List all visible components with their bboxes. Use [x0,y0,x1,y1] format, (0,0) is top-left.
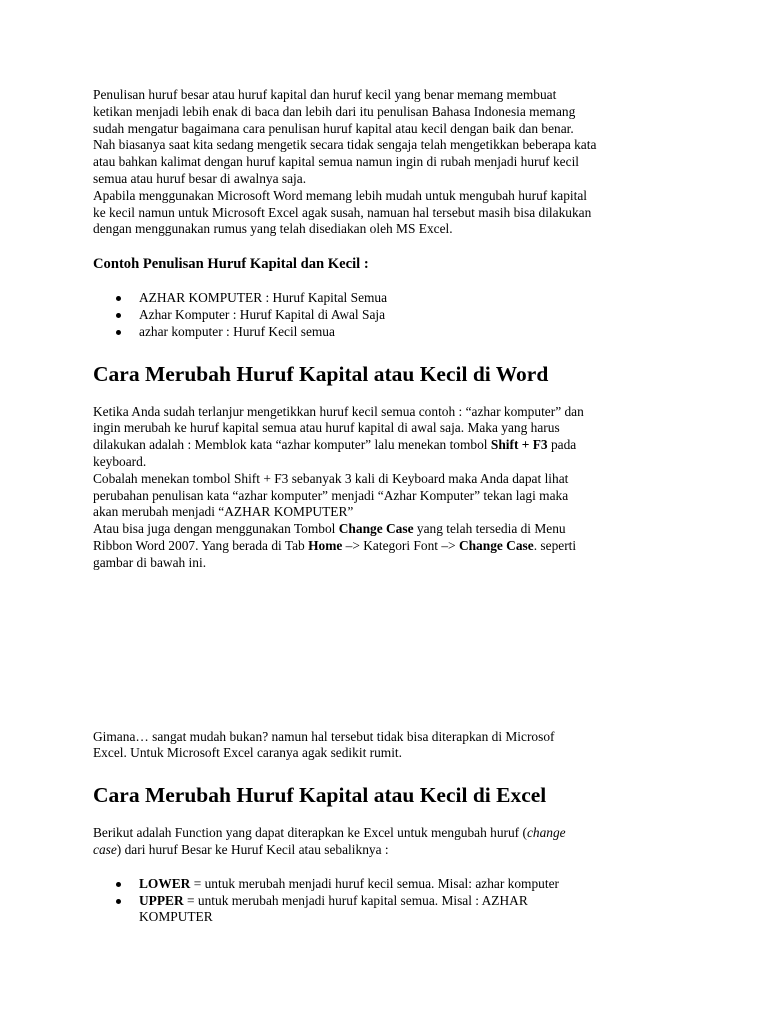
bullet-icon [116,313,121,318]
excel-functions-list [93,876,688,926]
function-description: KOMPUTER [139,909,213,925]
intro-line: semua atau huruf besar di awalnya saja. [93,170,307,186]
text-run: yang telah tersedia di Menu [413,521,566,537]
word-section-heading: Cara Merubah Huruf Kapital atau Kecil di Word [93,361,549,386]
italic-term: case [93,841,117,857]
excel-intro-paragraph [93,825,688,859]
text-run: pada [547,437,577,453]
text-line: keyboard. [93,453,147,469]
text-line [93,437,688,454]
text-run: . seperti [533,537,577,553]
figure-placeholder [93,572,688,729]
intro-line: Nah biasanya saat kita sedang mengetik secara tidak sengaja telah mengetikkan beberapa kata [93,137,597,153]
text-run: Atau bisa juga dengan menggunakan Tombol [93,521,339,537]
list-item: Azhar Komputer : Huruf Kapital di Awal Saja [93,307,688,324]
text-line: Ketika Anda sudah terlanjur mengetikkan huruf kecil semua contoh : “azhar komputer” dan [93,403,584,419]
text-line [93,842,688,859]
text-line: gambar di bawah ini. [93,554,207,570]
list-item [93,876,688,893]
text-run: Berikut adalah Function yang dapat diterapkan ke Excel untuk mengubah huruf ( [93,825,527,841]
excel-section-heading: Cara Merubah Huruf Kapital atau Kecil di Excel [93,783,547,808]
text-line [139,893,688,910]
bullet-icon [116,330,121,335]
bullet-icon [116,882,121,887]
list-item: AZHAR KOMPUTER : Huruf Kapital Semua [93,290,688,307]
text-line: Excel. Untuk Microsoft Excel caranya agak sedikit rumit. [93,745,402,761]
intro-line: atau bahkan kalimat dengan huruf kapital semua namun ingin di rubah menjadi huruf kecil [93,154,580,170]
text-line: Cobalah menekan tombol Shift + F3 sebanyak 3 kali di Keyboard maka Anda dapat lihat [93,470,569,486]
document-page [93,0,688,926]
word-paragraph-3 [93,521,688,571]
bold-term: Change Case [458,537,534,553]
function-name: LOWER [139,875,191,891]
text-line [93,521,688,538]
example-list [93,290,688,340]
text-run: dilakukan adalah : Memblok kata “azhar komputer” lalu menekan tombol [93,437,491,453]
intro-paragraph [93,87,688,238]
intro-line: sudah mengatur bagaimana cara penulisan huruf kapital atau kecil dengan baik dan benar. [93,120,574,136]
word-paragraph-2 [93,471,688,521]
text-run: –> Kategori Font –> [342,537,459,553]
italic-term: change [526,825,566,841]
text-line: Gimana… sangat mudah bukan? namun hal tersebut tidak bisa diterapkan di Microsof [93,728,555,744]
bullet-icon [116,296,121,301]
function-description: = untuk merubah menjadi huruf kapital semua. Misal : AZHAR [183,892,528,908]
word-paragraph-1 [93,404,688,471]
intro-line: ketikan menjadi lebih enak di baca dan lebih dari itu penulisan Bahasa Indonesia memang [93,103,576,119]
text-line: ingin merubah ke huruf kapital semua atau huruf kapital di awal saja. Maka yang harus [93,420,560,436]
shortcut-text: Shift + F3 [490,437,548,453]
text-run: ) dari huruf Besar ke Huruf Kecil atau sebaliknya : [116,841,389,857]
after-figure-paragraph [93,729,688,763]
list-item [93,893,688,927]
intro-line: Apabila menggunakan Microsoft Word memang lebih mudah untuk mengubah huruf kapital [93,187,588,203]
function-description: = untuk merubah menjadi huruf kecil semua. Misal: azhar komputer [190,875,559,891]
intro-line: Penulisan huruf besar atau huruf kapital dan huruf kecil yang benar memang membuat [93,87,557,102]
list-item: azhar komputer : Huruf Kecil semua [93,324,688,341]
text-line: perubahan penulisan kata “azhar komputer” menjadi “Azhar Komputer” tekan lagi maka [93,487,569,503]
bold-term: Home [308,537,343,553]
text-line [139,876,688,893]
text-line: akan merubah menjadi “AZHAR KOMPUTER” [93,504,354,520]
intro-line: ke kecil namun untuk Microsoft Excel agak susah, namuan hal tersebut masih bisa dilakukan [93,204,592,220]
text-line [93,825,688,842]
intro-line: dengan menggunakan rumus yang telah disediakan oleh MS Excel. [93,221,453,237]
bold-term: Change Case [338,521,414,537]
text-line [93,538,688,555]
text-run: Ribbon Word 2007. Yang berada di Tab [93,537,309,553]
example-heading: Contoh Penulisan Huruf Kapital dan Kecil : [93,256,369,273]
function-name: UPPER [139,892,184,908]
bullet-icon [116,899,121,904]
